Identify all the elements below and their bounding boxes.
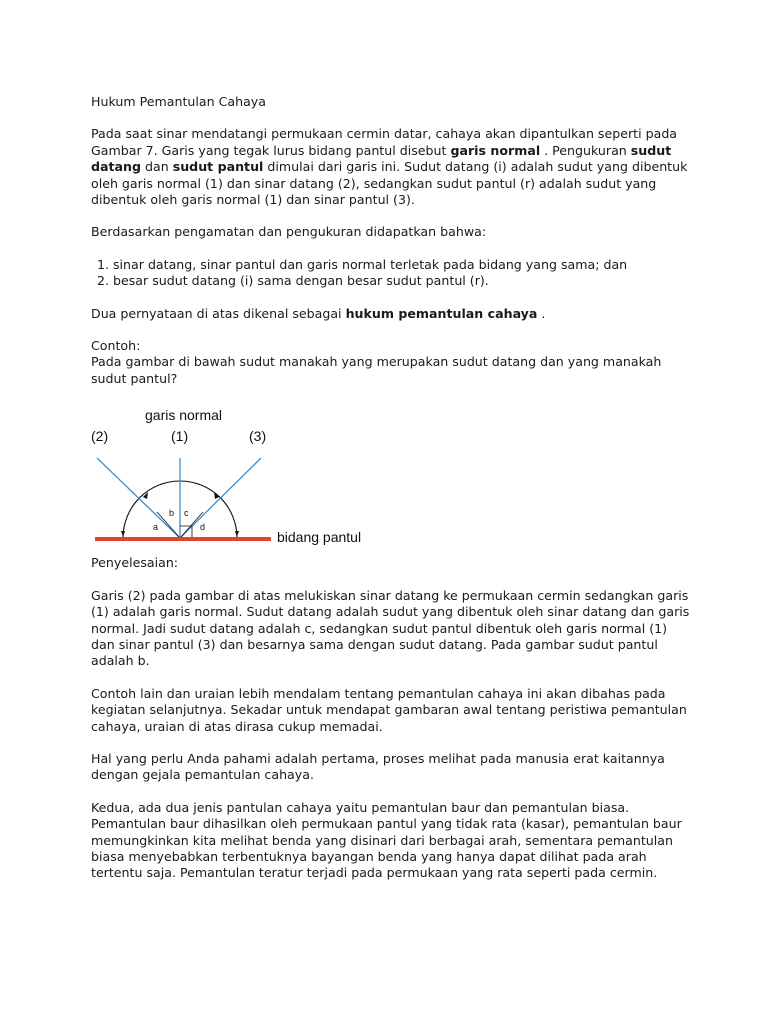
ray-label-incident: (2) (91, 428, 109, 444)
arc-arrowhead-right (235, 531, 239, 537)
text-run: . Pengukuran (540, 142, 631, 158)
term-sudut-datang: sudut datang (91, 142, 672, 175)
text-run: . (537, 305, 546, 321)
text-run: Dua pernyataan di atas dikenal sebagai (91, 305, 346, 321)
surface-label: bidang pantul (277, 529, 362, 545)
text-run: dan (141, 159, 173, 175)
document-title: Hukum Pemantulan Cahaya (91, 94, 266, 109)
angle-label-a: a (153, 522, 159, 532)
text-run: dimulai dari garis ini. Sudut datang (i) adalah sudut yang dibentuk oleh garis normal (1) dan sinar datang (2), sedangkan sudut pantul (r) adalah sudut yang dibentuk oleh garis normal (1) dan sinar pantul (3). (91, 159, 688, 208)
example-label: Contoh: (91, 338, 141, 354)
term-garis-normal: garis normal (450, 142, 541, 158)
list-item: 2. besar sudut datang (i) sama dengan besar sudut pantul (r). (113, 273, 691, 289)
intro-paragraph (91, 126, 691, 208)
law-statement-paragraph (91, 306, 691, 322)
angle-label-d: d (200, 522, 206, 532)
reflecting-surface (95, 537, 271, 541)
normal-label: garis normal (145, 407, 223, 423)
incident-ray (97, 458, 180, 538)
law-list (91, 257, 691, 290)
second-point-paragraph: Kedua, ada dua jenis pantulan cahaya yaitu pemantulan baur dan pemantulan biasa. Pemantulan baur dihasilkan oleh permukaan pantul yang tidak rata (kasar), pemantulan baur memungkinkan kita melihat benda yang disinari dari berbagai arah, sementara pemantulan biasa menyebabkan terbentuknya bayangan benda yang hanya dapat dilihat pada arah tertentu saja. Pemantulan teratur terjadi pada permukaan yang rata seperti pada cermin. (91, 799, 682, 881)
angle-label-c: c (184, 508, 189, 518)
arc-arrowhead-left (121, 531, 125, 537)
solution-paragraph: Garis (2) pada gambar di atas melukiskan sinar datang ke permukaan cermin sedangkan garis (1) adalah garis normal. Sudut datang adalah sudut yang dibentuk oleh sinar datang dan garis normal. Jadi sudut datang adalah c, sedangkan sudut pantul dibentuk oleh garis normal (1) dan sinar pantul (3) dan besarnya sama dengan sudut datang. Pada gambar sudut pantul adalah b. (91, 587, 690, 669)
angle-label-b: b (169, 508, 175, 518)
first-point-paragraph: Hal yang perlu Anda pahami adalah pertama, proses melihat pada manusia erat kaitannya dengan gejala pemantulan cahaya. (91, 750, 665, 783)
ray-label-reflected: (3) (249, 428, 267, 444)
list-item: 1. sinar datang, sinar pantul dan garis normal terletak pada bidang yang sama; dan (113, 257, 691, 273)
example-paragraph (91, 338, 691, 387)
followup-paragraph: Contoh lain dan uraian lebih mendalam tentang pemantulan cahaya ini akan dibahas pada kegiatan selanjutnya. Sekadar untuk mendapat gambaran awal tentang peristiwa pemantulan cahaya, uraian di atas dirasa cukup memadai. (91, 685, 687, 734)
observation-paragraph: Berdasarkan pengamatan dan pengukuran didapatkan bahwa: (91, 224, 487, 240)
text-run: Pada saat sinar mendatangi permukaan cermin datar, cahaya akan dipantulkan seperti pada Gambar 7. Garis yang tegak lurus bidang pantul disebut (91, 126, 678, 158)
example-question: Pada gambar di bawah sudut manakah yang merupakan sudut datang dan yang manakah sudut pantul? (91, 354, 662, 386)
reflection-diagram (85, 400, 385, 550)
ray-label-normal: (1) (171, 428, 189, 444)
term-hukum-pemantulan: hukum pemantulan cahaya (345, 305, 538, 321)
solution-label: Penyelesaian: (91, 555, 179, 571)
term-sudut-pantul: sudut pantul (172, 159, 264, 175)
